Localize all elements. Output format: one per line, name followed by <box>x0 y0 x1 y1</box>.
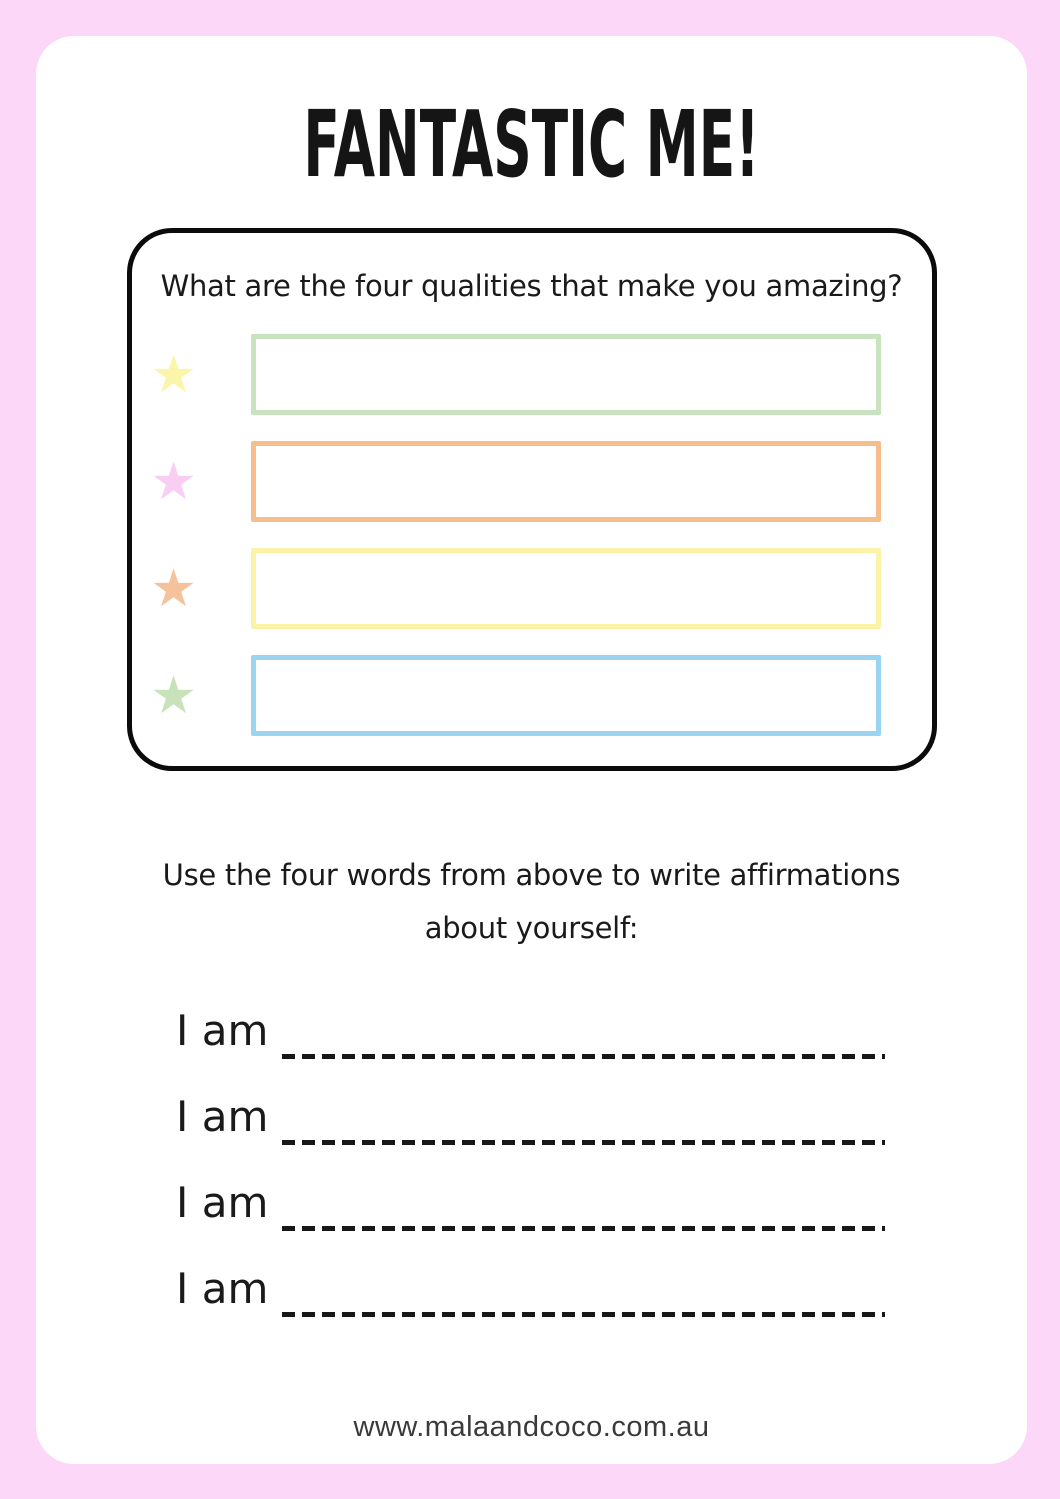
affirmation-lines <box>176 1003 887 1317</box>
affirmation-input-3[interactable] <box>282 1175 887 1231</box>
affirmation-line-3 <box>176 1175 887 1231</box>
affirmations-instruction-line2: about yourself: <box>424 911 639 945</box>
quality-row-2 <box>144 441 932 522</box>
quality-input-1[interactable] <box>251 334 881 415</box>
i-am-label: I am <box>176 1264 269 1313</box>
affirmations-instruction-line1: Use the four words from above to write affirmations <box>162 858 901 892</box>
affirmation-input-2[interactable] <box>282 1089 887 1145</box>
qualities-box <box>127 228 937 771</box>
quality-row-1 <box>144 334 932 415</box>
star-icon: ★ <box>150 344 197 405</box>
quality-input-2[interactable] <box>251 441 881 522</box>
qualities-question: What are the four qualities that make you amazing? <box>160 269 903 303</box>
page-title: FANTASTIC ME! <box>303 91 760 198</box>
affirmation-input-1[interactable] <box>282 1003 887 1059</box>
quality-row-4 <box>144 655 932 736</box>
worksheet-card <box>36 36 1027 1464</box>
star-icon: ★ <box>150 665 197 726</box>
quality-input-4[interactable] <box>251 655 881 736</box>
affirmation-line-4 <box>176 1261 887 1317</box>
footer-url: www.malaandcoco.com.au <box>353 1411 710 1443</box>
affirmation-line-2 <box>176 1089 887 1145</box>
i-am-label: I am <box>176 1178 269 1227</box>
quality-input-3[interactable] <box>251 548 881 629</box>
qualities-rows <box>132 334 932 736</box>
star-icon: ★ <box>150 451 197 512</box>
i-am-label: I am <box>176 1092 269 1141</box>
i-am-label: I am <box>176 1006 269 1055</box>
star-icon: ★ <box>150 558 197 619</box>
quality-row-3 <box>144 548 932 629</box>
affirmation-input-4[interactable] <box>282 1261 887 1317</box>
affirmations-instruction <box>36 849 1027 955</box>
affirmation-line-1 <box>176 1003 887 1059</box>
